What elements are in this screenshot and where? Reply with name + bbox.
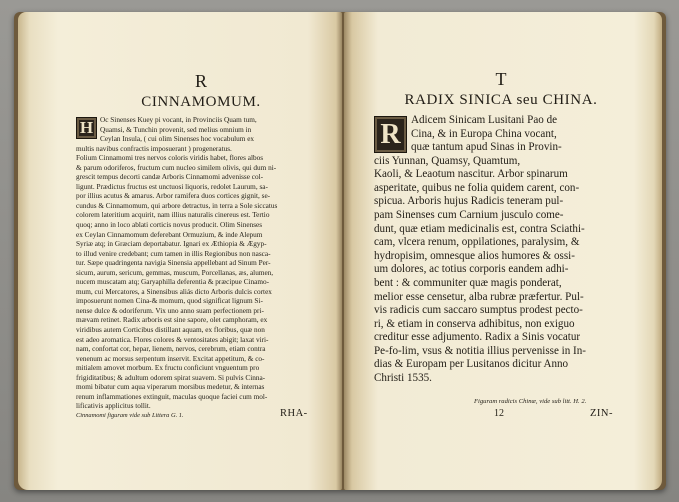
text-line: melior esse censetur, alba rubræ præfertur. Pul-	[374, 290, 584, 303]
figure-caption: Cinnamomi figuram vide sub Littera G. 1.	[76, 411, 184, 419]
catchword: RHA-	[280, 408, 308, 419]
text-line: & parum odoriferos, fructum cum nucleo similem olivis, qui dum ni-	[76, 163, 277, 172]
text-line: Oc Sinenses Kuey pi vocant, in Provinciis Quam tum,	[100, 116, 257, 124]
text-line: frigiditatibus; & adultum odorem spirat suavem. Si pulvis Cinna-	[76, 373, 266, 382]
catchword: ZIN-	[590, 408, 613, 419]
right-page	[344, 12, 662, 490]
text-line: ciis Yunnan, Quamsy, Quamtum,	[374, 154, 521, 167]
figure-caption: Figuram radicis Chinæ, vide sub litt. H. 2.	[474, 398, 587, 405]
text-line: quoq; anno in loco ablati corticis novus producit. Olim Sinenses	[76, 221, 263, 230]
left-text-block	[76, 72, 326, 419]
text-line: momi bibatur cum aqua viperarum morsibus medetur, & internas	[76, 383, 265, 392]
page-number: 12	[494, 408, 504, 419]
text-line: asperitate, quibus ne folia quidem carent, con-	[374, 181, 580, 194]
book	[14, 12, 666, 490]
text-line: multis navibus confractis imposuerant ) progeneratus.	[76, 144, 232, 153]
text-line: nense dulce & odoriferum. Vix uno anno suam perfectionem pri-	[76, 306, 264, 315]
text-line: to illud venire credebant; cum tamen in illis Regionibus non nasca-	[76, 249, 271, 258]
text-line: Ceylan Insula, ( cui olim Sinenses hoc vocabulum ex	[100, 135, 255, 144]
text-line: ex Ceylan Cinnamomum deferebant Ormuzium, & inde Alepum	[76, 230, 263, 239]
text-line: lificativis applicitus tollit.	[76, 402, 151, 411]
text-line: nucem muscatam atq; Garyaphilla deferentia & præcipue Cinamo-	[76, 278, 270, 287]
section-letter: T	[495, 69, 507, 89]
text-line: quæ tantum apud Sinas in Provin-	[411, 141, 562, 154]
text-line: colorem lateritium acquirit, nam illius naturalis cinereus est. Tertio	[76, 211, 270, 220]
text-line: renum inflammationes extinguit, maculas quoque faciei cum mol-	[76, 392, 268, 401]
text-line: ligunt. Prædictus fructus est unctuosi liquoris, redolet Laurum, sa-	[76, 182, 268, 191]
text-line: por illius acutus & amarus. Arbor ramifera duos cortices gignit, se-	[76, 192, 271, 201]
text-line: viridibus autem Corticibus distillant aquam, ex floribus, quæ non	[76, 326, 265, 335]
dropcap-initial: H	[76, 117, 97, 139]
text-line: ri, & etiam in conserva adhibitus, non exiguo	[374, 317, 575, 330]
right-text-block	[374, 70, 628, 386]
text-line: hydropisim, omnesque alios humores & ossi-	[374, 249, 575, 262]
text-line: Syriæ atq; in Græciam deportabatur. Ignari ex Æthiopia & Ægyp-	[76, 240, 267, 249]
text-line: tur. Sæpe quadringenta navigia Sinensia appellebant ad Sinum Per-	[76, 259, 271, 268]
dropcap-initial: R	[374, 116, 407, 153]
text-line: nam, confortat cor, hepar, lienem, nervos, cerebrum, etiam contra	[76, 345, 266, 354]
text-line: Quamsi, & Tunchin provenit, sed melius omnium in	[100, 125, 252, 134]
section-letter: R	[194, 71, 207, 91]
body-text	[76, 116, 326, 412]
text-line: pam Sinenses cum Carnium jusculo come-	[374, 209, 564, 222]
text-line: dunt, quæ etiam medicinalis est, contra Sciathi-	[374, 222, 585, 235]
section-title: CINNAMOMUM.	[141, 94, 261, 110]
text-line: Folium Cinnamomi tres nervos coloris viridis habet, flores albos	[76, 154, 264, 163]
text-line: Christi 1535.	[374, 371, 432, 384]
text-line: Adicem Sinicam Lusitani Pao de	[411, 114, 558, 126]
text-line: Pe-fo-lim, vsus & notitia illius pervenisse in In-	[374, 344, 586, 357]
text-line: Kaoli, & Leaotum nascitur. Arbor spinarum	[374, 168, 568, 181]
text-line: um dolores, ac totius corporis eandem adhi-	[374, 263, 569, 276]
left-page	[18, 12, 342, 490]
text-line: bent : & communiter quæ magis ponderat,	[374, 276, 562, 289]
text-line: cam, vlcera renum, oppilationes, paralysim, &	[374, 236, 580, 249]
text-line: est adeo aromatica. Flores colores & ventositates abigit; laxat viri-	[76, 335, 269, 344]
text-line: sicum, aurum, sericum, gemmas, muscum, Porcellanas, æs, alumen,	[76, 268, 274, 277]
text-line: dias & Europam per Lusitanos dicitur Anno	[374, 358, 569, 371]
text-line: mitialem amovet morbum. Ex fructu conficiunt vnguentum pro	[76, 364, 260, 373]
text-line: spicua. Arboris hujus Radicis teneram pul-	[374, 195, 564, 208]
text-line: venenum ac morsus serpentum inservit. Excitat appetitum, & co-	[76, 354, 265, 363]
text-line: creditur esse adjumento. Radix a Sinis vocatur	[374, 331, 581, 344]
text-line: mum, cui Mercatores, a Sinensibus aliás dicto Arboris dulcis cortex	[76, 287, 272, 296]
text-line: imposuerunt nomen Cina-& momum, quod significat lignum Si-	[76, 297, 263, 306]
text-line: Cina, & in Europa China vocant,	[411, 127, 557, 140]
text-line: cundus & Cinnamomum, qui arbore detractus, in terra a Sole siccatus	[76, 201, 278, 210]
text-line: grescit tempus decorti candæ Arboris Cinnamomi advenisse col-	[76, 173, 264, 182]
text-line: mævam retinet. Radix arboris est sine sapore, olet camphoram, ex	[76, 316, 268, 325]
section-title: RADIX SINICA seu CHINA.	[404, 92, 598, 108]
text-line: vis radicis cum saccaro sumptus prodest pecto-	[374, 304, 583, 317]
body-text	[374, 114, 628, 386]
